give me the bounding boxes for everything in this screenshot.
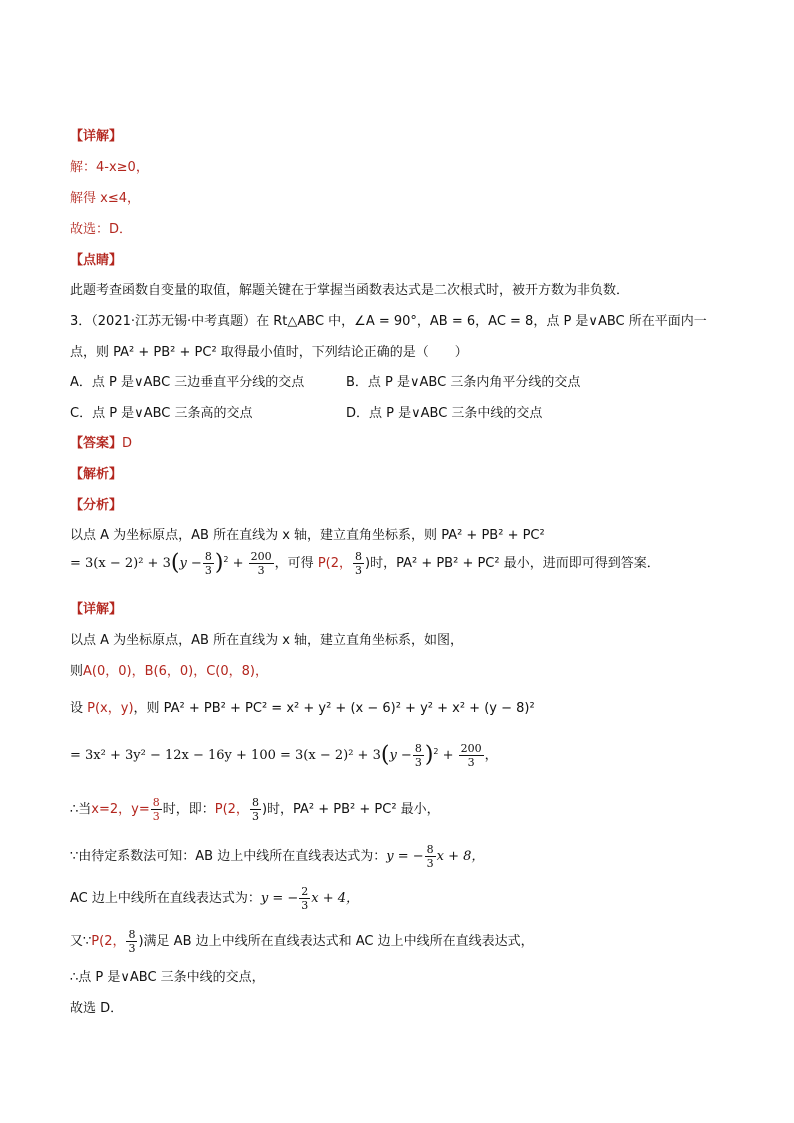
- analysis-end-text: )时，PA² + PB² + PC² 最小，进而即可得到答案．: [365, 556, 660, 571]
- paren-open: (: [170, 550, 180, 576]
- analysis-header: 【解析】: [70, 467, 123, 482]
- coordinates-abc: A(0，0)，B(6，0)，C(0，8)，: [83, 664, 268, 679]
- point-p-label: P(2，: [317, 556, 352, 571]
- fraction-8-3: $\frac{8}{3}$: [251, 796, 259, 823]
- option-d: D．点 P 是∨ABC 三条中线的交点: [346, 406, 543, 421]
- detail-line-2: 则A(0，0)，B(6，0)，C(0，8)，: [70, 664, 268, 679]
- detail-header-2: 【详解】: [70, 602, 123, 617]
- fraction-8-3: $\frac{8}{3}$: [426, 843, 434, 870]
- detail-header-1: 【详解】: [70, 129, 123, 144]
- option-a: A．点 P 是∨ABC 三边垂直平分线的交点: [70, 375, 305, 390]
- fraction-200-3: $\frac{200}{3}$: [460, 742, 482, 769]
- detail-line-4: = 3x² + 3y² − 12x − 16y + 100 = 3(x − 2)² + 3(y − $\frac{8}{3}$ )$^2$ + $\frac{200}{3}$ ，: [70, 742, 498, 769]
- detail-line-5: ∴当x=2，y= $\frac{8}{3}$ 时，即：P(2， $\frac{8}{3}$ )时，PA² + PB² + PC² 最小，: [70, 796, 440, 823]
- fraction-8-3: $\frac{8}{3}$: [204, 550, 212, 577]
- point-header: 【点睛】: [70, 253, 123, 268]
- analysis-mid-text: ，可得: [274, 556, 318, 571]
- question-stem-line-2: 点，则 PA² + PB² + PC² 取得最小值时，下列结论正确的是（ ）: [70, 345, 468, 360]
- analysis-line-2: = 3(x − 2)² + 3(y − $\frac{8}{3}$ )$^2$ + $\frac{200}{3}$ ，可得 P(2， $\frac{8}{3}$ )时，PA² + PB² + PC² 最小，进而即可得到答案．: [70, 550, 660, 577]
- solution-line-3: 故选：D．: [70, 222, 133, 237]
- detail-line-9: ∴点 P 是∨ABC 三条中线的交点，: [70, 970, 265, 985]
- fraction-8-3: $\frac{8}{3}$: [414, 742, 422, 769]
- detail-line-8: 又∵P(2， $\frac{8}{3}$ )满足 AB 边上中线所在直线表达式和 AC 边上中线所在直线表达式，: [70, 928, 534, 955]
- fraction-8-3: $\frac{8}{3}$: [128, 928, 136, 955]
- fraction-2-3: $\frac{2}{3}$: [301, 885, 309, 912]
- option-c: C．点 P 是∨ABC 三条高的交点: [70, 406, 253, 421]
- detail-line-3: 设 P(x，y)，则 PA² + PB² + PC² = x² + y² + (x − 6)² + y² + x² + (y − 8)²: [70, 701, 535, 716]
- fraction-200-3: $\frac{200}{3}$: [250, 550, 272, 577]
- option-b: B．点 P 是∨ABC 三条内角平分线的交点: [346, 375, 581, 390]
- detail-line-6: ∵由待定系数法可知：AB 边上中线所在直线表达式为：y = − $\frac{8}{3}$ x + 8，: [70, 843, 485, 870]
- answer-value: D: [122, 436, 133, 451]
- detail-line-1: 以点 A 为坐标原点，AB 所在直线为 x 轴，建立直角坐标系，如图，: [70, 633, 464, 648]
- detail-line-10: 故选 D．: [70, 1001, 124, 1016]
- point-text: 此题考查函数自变量的取值，解题关键在于掌握当函数表达式是二次根式时，被开方数为非负数．: [70, 283, 630, 298]
- answer-label: 【答案】: [70, 436, 123, 451]
- analysis-expr-y: y −: [179, 556, 202, 571]
- analysis-line-1: 以点 A 为坐标原点，AB 所在直线为 x 轴，建立直角坐标系，则 PA² + PB² + PC²: [70, 528, 545, 543]
- fraction-8-3: $\frac{8}{3}$: [355, 550, 362, 577]
- solution-line-2: 解得 x≤4，: [70, 191, 140, 206]
- fraction-8-3: $\frac{8}{3}$: [152, 796, 160, 823]
- detail-line-7: AC 边上中线所在直线表达式为：y = − $\frac{2}{3}$ x + 4，: [70, 885, 360, 912]
- paren-close: ): [214, 550, 224, 576]
- question-stem-line-1: 3．（2021·江苏无锡·中考真题）在 Rt△ABC 中，∠A = 90°，AB = 6，AC = 8，点 P 是∨ABC 所在平面内一: [70, 314, 707, 329]
- analysis-expr-start: = 3(x − 2)² + 3: [70, 556, 171, 571]
- solution-line-1: 解：4-x≥0，: [70, 160, 149, 175]
- point-p-xy: P(x，y): [87, 701, 134, 716]
- answer-line: [70, 435, 132, 453]
- analysis-subheader: 【分析】: [70, 498, 123, 513]
